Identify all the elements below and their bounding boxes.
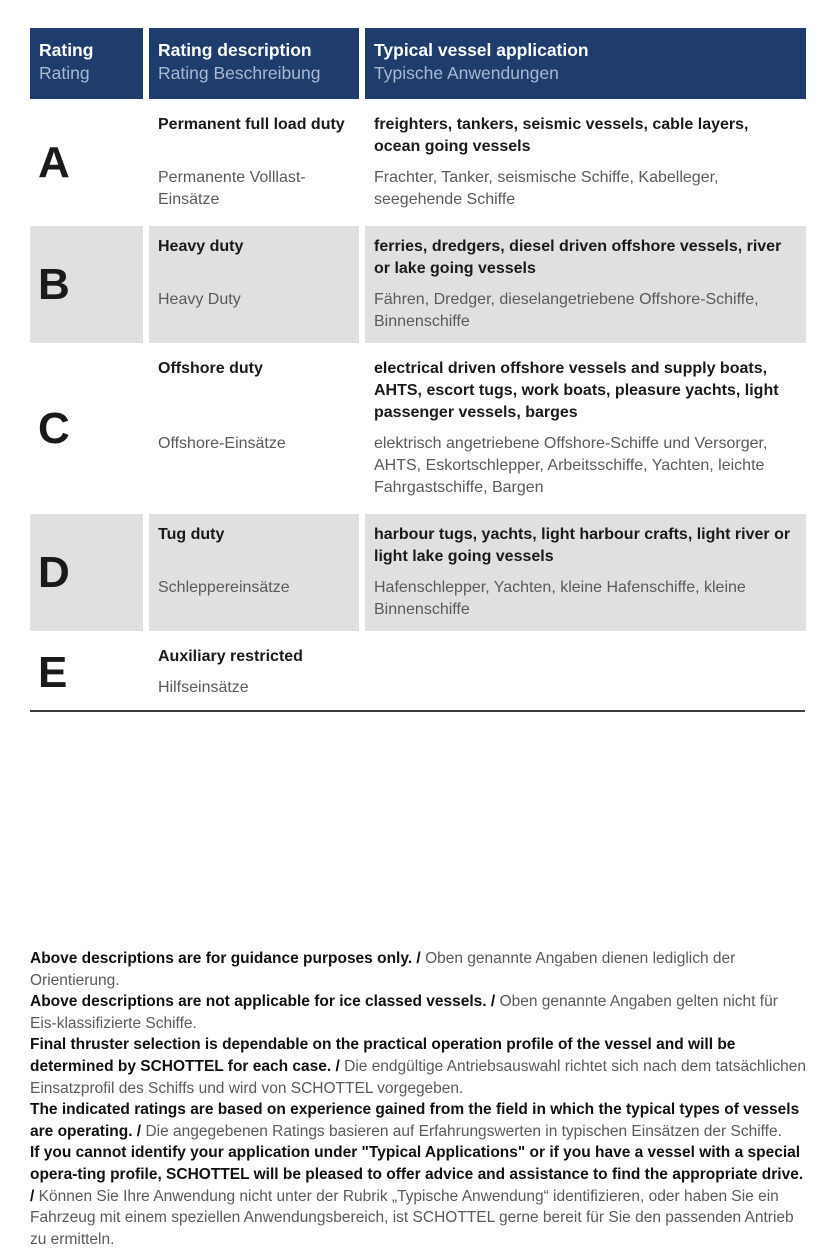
vessel-application-de: Hafenschlepper, Yachten, kleine Hafenschiffe, kleine Binnenschiffe [365,577,806,631]
footnote-4 [30,1099,808,1142]
header-application-de: Typische Anwendungen [374,63,559,83]
vessel-application-de: Frachter, Tanker, seismische Schiffe, Kabelleger, seegehende Schiffe [374,169,719,208]
rating-letter: A [38,137,70,187]
rating-description-de: Schleppereinsätze [149,577,359,631]
footnote-2-de: Oben genannte Angaben gelten nicht für Eis-klassifizierte Schiffe. [30,993,778,1032]
table-bottom-rule [30,710,805,712]
rating-description-en: Heavy duty [149,226,359,289]
vessel-application-en: ferries, dredgers, diesel driven offshore vessels, river or lake going vessels [365,226,806,289]
table-row-e [30,636,805,709]
footnote-3-de: Die endgültige Antriebsauswahl richtet sich nach dem tatsächlichen Einsatzprofil des Schiffs und wird von SCHOTTEL vorgegeben. [30,1057,806,1097]
rating-description-de: Hilfseinsätze [158,679,249,696]
footnote-4-de: Die angegebenen Ratings basieren auf Erfahrungswerten in typischen Einsätzen der Schiffe. [145,1122,782,1140]
header-description-de: Rating Beschreibung [158,63,321,83]
footnote-5-de: Können Sie Ihre Anwendung nicht unter der Rubrik „Typische Anwendung“ identifizieren, oder haben Sie ein Fahrzeug mit einem speziellen Anwendungsbereich, ist SCHOTTEL gerne bereit für Sie den passenden Antrieb zu ermitteln. [30,1187,794,1248]
rating-letter: D [30,514,143,631]
footnote-2-en: Above descriptions are not applicable for ice classed vessels. / [30,993,496,1011]
rating-description-en: Offshore duty [158,360,263,377]
header-rating-en: Rating [39,40,94,60]
table-row-c [30,348,805,509]
header-application-en: Typical vessel application [374,40,589,60]
header-cell-rating [30,28,143,99]
table-row-b [30,226,805,343]
footnote-1 [30,948,808,991]
rating-description-en: Auxiliary restricted [158,648,303,665]
header-cell-description [149,28,359,99]
rating-letter: B [30,226,143,343]
rating-description-de: Heavy Duty [149,289,359,343]
footnote-5-en: If you cannot identify your application under "Typical Applications" or if you have a vessel with a special opera-ting profile, SCHOTTEL will be pleased to offer advice and assistance to find the appropriate drive. / [30,1144,804,1205]
vessel-application-en: harbour tugs, yachts, light harbour crafts, light river or light lake going vessels [365,514,806,577]
header-description-en: Rating description [158,40,312,60]
footnote-4-en: The indicated ratings are based on experience gained from the field in which the typical types of vessels are operating. / [30,1101,800,1140]
footnote-1-de: Oben genannte Angaben dienen lediglich der Orientierung. [30,950,736,989]
table-header-row [30,28,805,99]
vessel-application-en: freighters, tankers, seismic vessels, cable layers, ocean going vessels [374,116,749,155]
footnote-5 [30,1142,808,1250]
table-row-a [30,104,805,221]
footnote-3-en: Final thruster selection is dependable on the practical operation profile of the vessel and will be determined by SCHOTTEL for each case. / [30,1036,736,1075]
header-rating-de: Rating [39,63,90,83]
footnotes [30,948,808,1250]
header-cell-application [365,28,806,99]
rating-description-en: Permanent full load duty [158,116,345,133]
rating-letter: C [38,403,70,453]
rating-description-de: Permanente Volllast-Einsätze [158,169,306,208]
rating-description-en: Tug duty [149,514,359,577]
table-row-d [30,514,805,631]
vessel-application-de [365,677,806,709]
rating-description-de: Offshore-Einsätze [158,435,286,452]
vessel-application-de: Fähren, Dredger, dieselangetriebene Offshore-Schiffe, Binnenschiffe [365,289,806,343]
footnote-2 [30,991,808,1034]
rating-letter: E [38,647,68,697]
footnote-1-en: Above descriptions are for guidance purposes only. / [30,950,421,967]
vessel-application-en: electrical driven offshore vessels and supply boats, AHTS, escort tugs, work boats, pleasure yachts, light passenger vessels, barges [374,360,779,421]
vessel-application-de: elektrisch angetriebene Offshore-Schiffe und Versorger, AHTS, Eskortschlepper, Arbeitsschiffe, Yachten, leichte Fahrgastschiffe, Bargen [374,435,768,496]
rating-table [30,28,805,709]
footnote-3 [30,1034,808,1099]
vessel-application-en [365,636,806,677]
